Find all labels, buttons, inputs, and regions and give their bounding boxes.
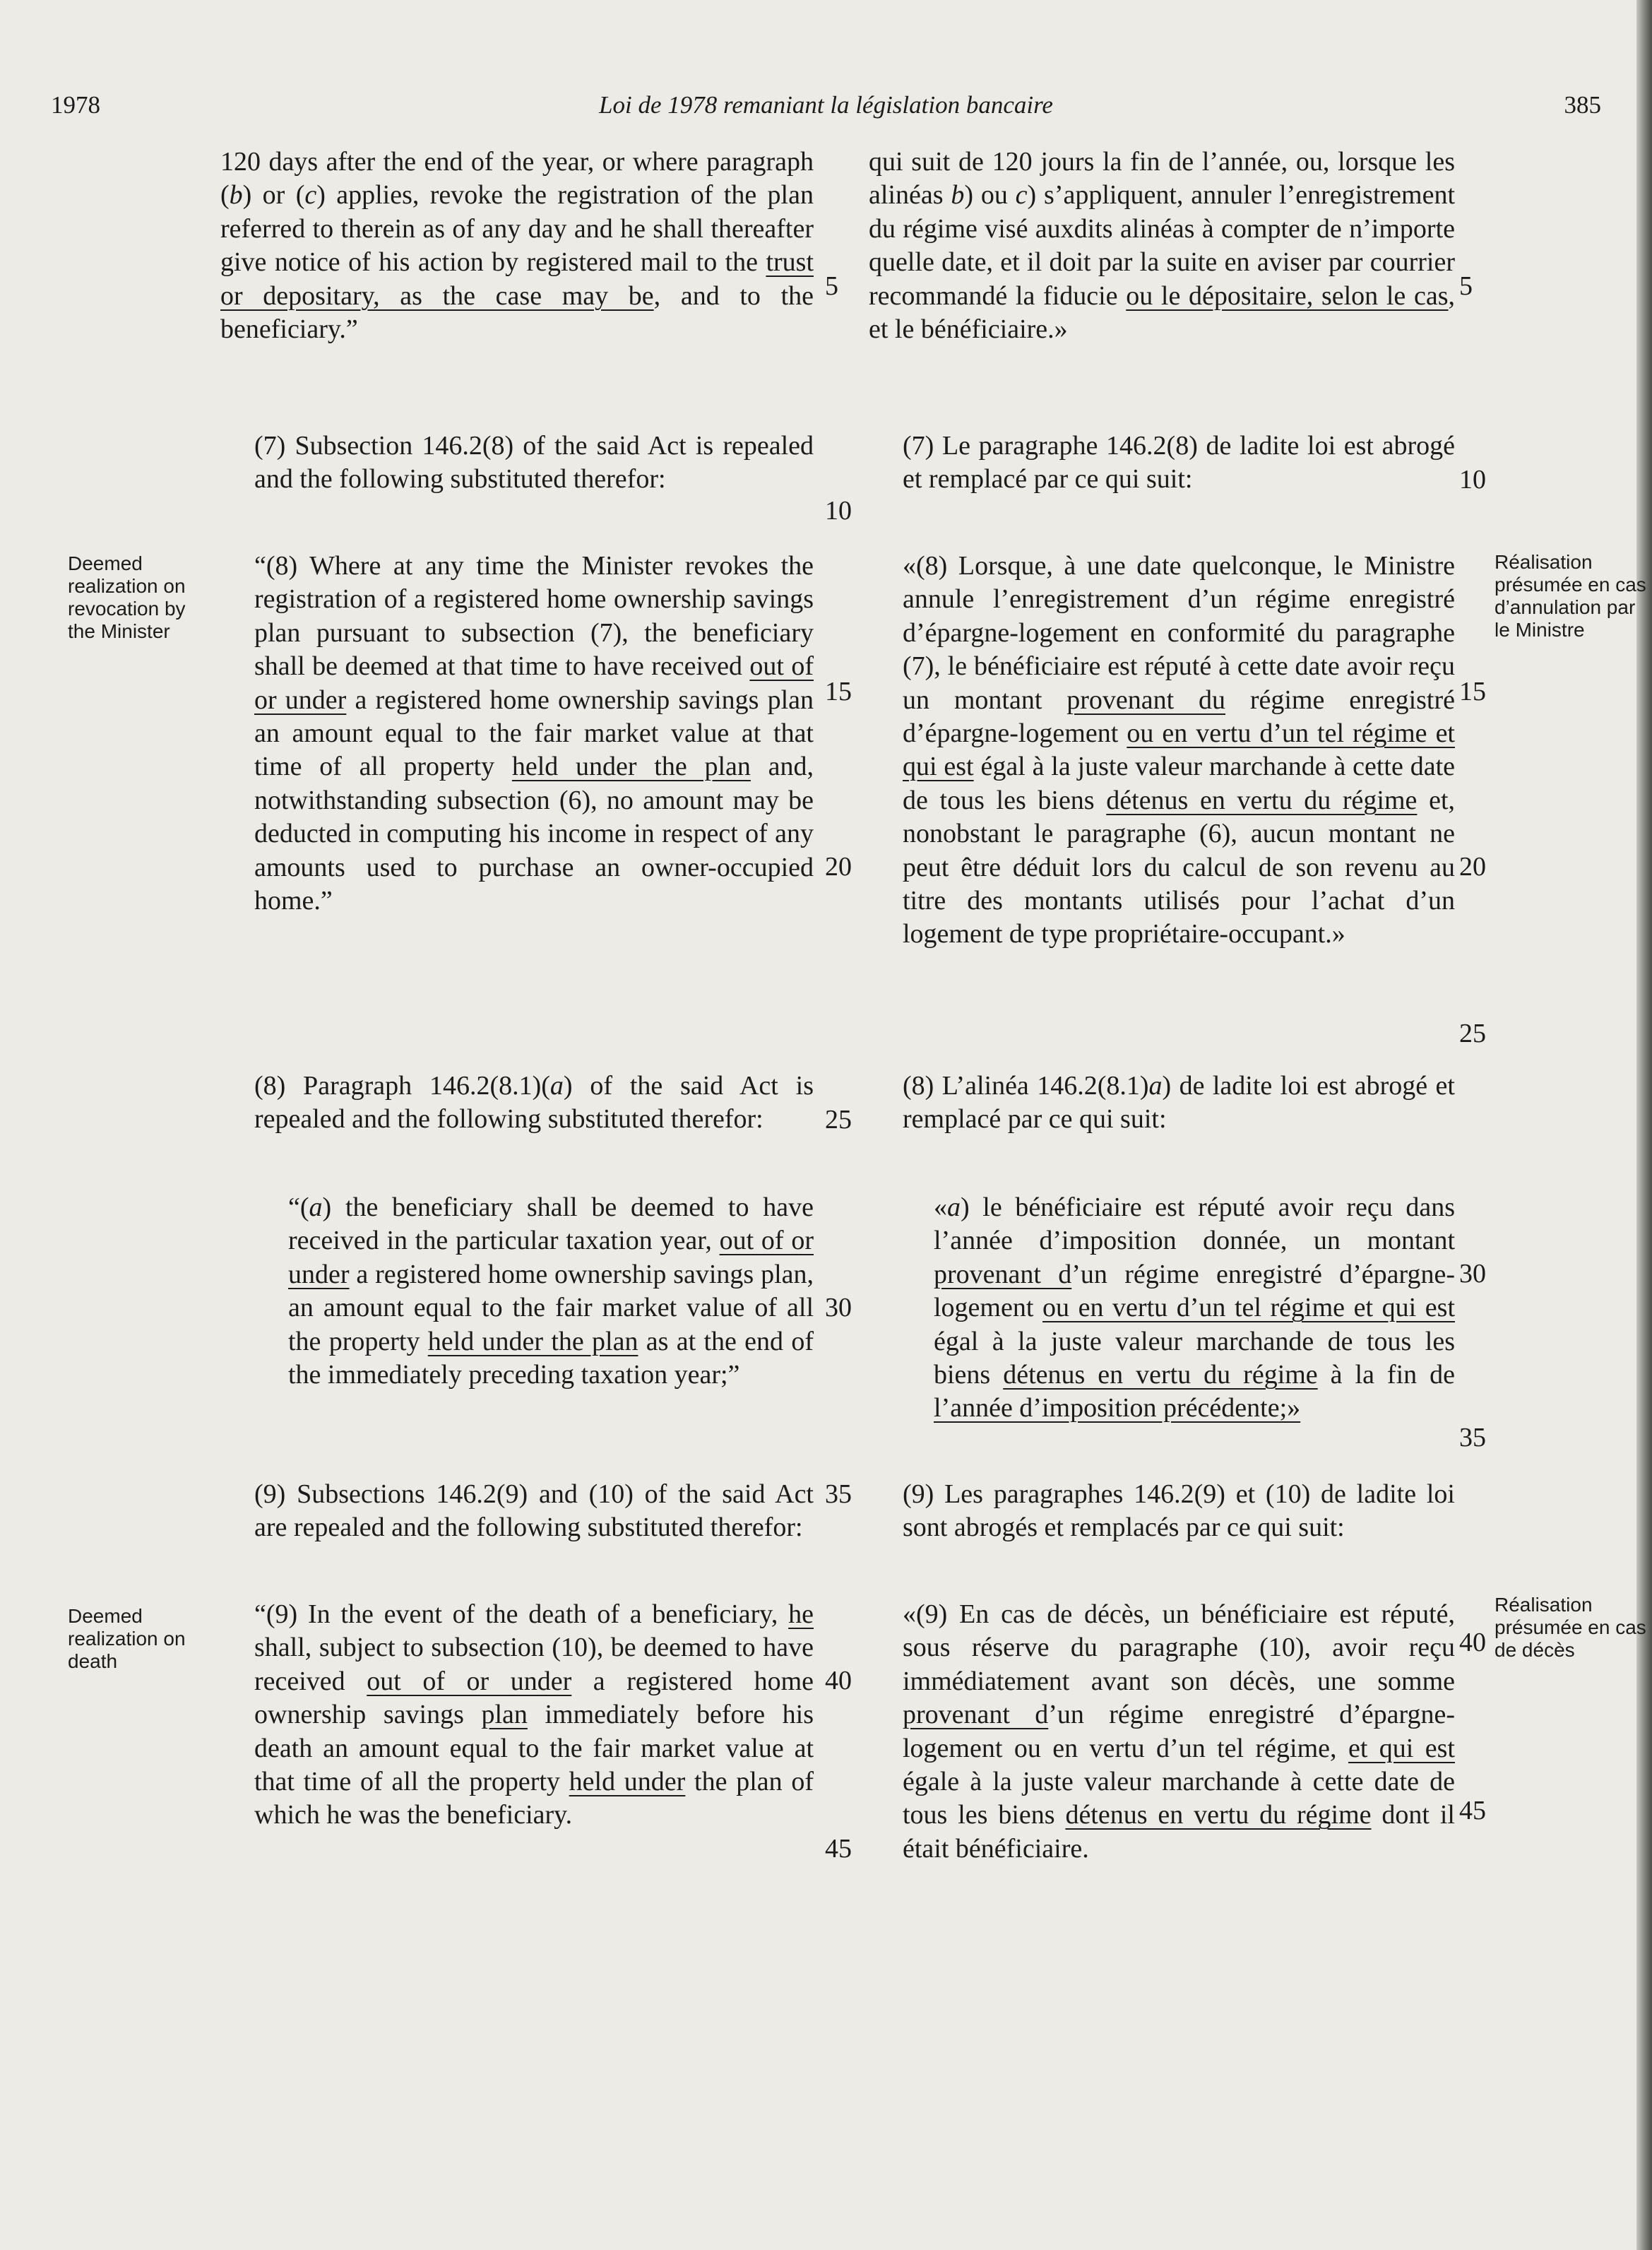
french-amendment-8: (8) L’alinéa 146.2(8.1)a) de ladite loi est abrogé et remplacé par ce qui suit:: [903, 1071, 1455, 1135]
line-number: 35: [1459, 1423, 1486, 1452]
margin-note: Réalisation présumée en cas de décès: [1494, 1594, 1646, 1661]
line-number: 15: [825, 677, 852, 706]
header-title: Loi de 1978 remaniant la législation bancaire: [599, 91, 1053, 119]
line-number: 20: [825, 852, 852, 882]
french-amendment-7: (7) Le paragraphe 146.2(8) de ladite loi est abrogé et remplacé par ce qui suit:: [903, 431, 1455, 495]
french-paragraph-a: «a) le bénéficiaire est réputé avoir reçu dans l’année d’imposition donnée, un montant provenant d’un régime enregistré d’épargne-logement ou en vertu d’un tel régime et qui est égal à la juste valeur marchande de tous les biens détenus en vertu du régime à la fin de l’année d’imposition précédente;»: [934, 1192, 1456, 1423]
french-b1: qui suit de 120 jours la fin de l’année, ou, lorsque les alinéas b) ou c) s’appliquent, annuler l’enregistrement du régime visé auxdits alinéas à compter de n’importe quelle date, et il doit par la suite en aviser par courrier recommandé la fiducie ou le dépositaire, selon le cas, et le bénéficiaire.»: [869, 147, 1455, 345]
line-number: 25: [1459, 1019, 1486, 1048]
header-year: 1978: [51, 91, 100, 119]
line-number: 30: [825, 1293, 852, 1322]
line-number: 40: [1459, 1628, 1486, 1657]
line-number: 45: [825, 1834, 852, 1864]
line-number: 5: [825, 271, 838, 301]
page-number: 385: [1564, 91, 1601, 119]
french-amendment-9: (9) Les paragraphes 146.2(9) et (10) de ladite loi sont abrogés et remplacés par ce qui suit:: [903, 1479, 1455, 1543]
margin-note: Deemed realization on revocation by the Minister: [68, 552, 186, 642]
english-amendment-9: (9) Subsections 146.2(9) and (10) of the said Act are repealed and the following substituted therefor:: [254, 1479, 814, 1543]
french-subsection-9: «(9) En cas de décès, un bénéficiaire est réputé, sous réserve du paragraphe (10), avoir reçu immédiatement avant son décès, une somme provenant d’un régime enregistré d’épargne-logement ou en vertu d’un tel régime, et qui est égale à la juste valeur marchande à cette date de tous les biens détenus en vertu du régime dont il était bénéficiaire.: [903, 1599, 1455, 1864]
line-number: 45: [1459, 1796, 1486, 1825]
line-number: 35: [825, 1479, 852, 1509]
line-number: 10: [825, 496, 852, 526]
margin-note: Réalisation présumée en cas d’annulation par le Ministre: [1494, 551, 1646, 641]
english-amendment-7: (7) Subsection 146.2(8) of the said Act is repealed and the following substituted therefor:: [254, 431, 814, 495]
line-number: 10: [1459, 465, 1486, 495]
margin-note: Deemed realization on death: [68, 1605, 186, 1672]
page-edge-shadow: [1636, 0, 1652, 2250]
line-number: 15: [1459, 677, 1486, 706]
english-subsection-9: “(9) In the event of the death of a beneficiary, he shall, subject to subsection (10), be deemed to have received out of or under a registered home ownership savings plan immediately before his death an amount equal to the fair market value at that time of all the property held under the plan of which he was the beneficiary.: [254, 1599, 814, 1830]
line-number: 25: [825, 1105, 852, 1135]
line-number: 40: [825, 1666, 852, 1695]
line-number: 5: [1459, 271, 1473, 301]
english-paragraph-a: “(a) the beneficiary shall be deemed to have received in the particular taxation year, out of or under a registered home ownership savings plan, an amount equal to the fair market value of all the property held under the plan as at the end of the immediately preceding taxation year;”: [288, 1192, 814, 1390]
line-number: 30: [1459, 1259, 1486, 1289]
english-amendment-8: (8) Paragraph 146.2(8.1)(a) of the said Act is repealed and the following substituted therefor:: [254, 1071, 814, 1135]
english-subsection-8: “(8) Where at any time the Minister revokes the registration of a registered home ownership savings plan pursuant to subsection (7), the beneficiary shall be deemed at that time to have received out of or under a registered home ownership savings plan an amount equal to the fair market value at that time of all property held under the plan and, notwithstanding subsection (6), no amount may be deducted in computing his income in respect of any amounts used to purchase an owner-occupied home.”: [254, 551, 814, 916]
french-subsection-8: «(8) Lorsque, à une date quelconque, le Ministre annule l’enregistrement d’un régime enregistré d’épargne-logement en conformité du paragraphe (7), le bénéficiaire est réputé à cette date avoir reçu un montant provenant du régime enregistré d’épargne-logement ou en vertu d’un tel régime et qui est égal à la juste valeur marchande à cette date de tous les biens détenus en vertu du régime et, nonobstant le paragraphe (6), aucun montant ne peut être déduit lors du calcul de son revenu au titre des montants utilisés pour l’achat d’un logement de type propriétaire-occupant.»: [903, 551, 1456, 949]
english-b1: 120 days after the end of the year, or where paragraph (b) or (c) applies, revoke the registration of the plan referred to therein as of any day and he shall thereafter give notice of his action by registered mail to the trust or depositary, as the case may be, and to the beneficiary.”: [220, 147, 814, 345]
line-number: 20: [1459, 852, 1486, 882]
